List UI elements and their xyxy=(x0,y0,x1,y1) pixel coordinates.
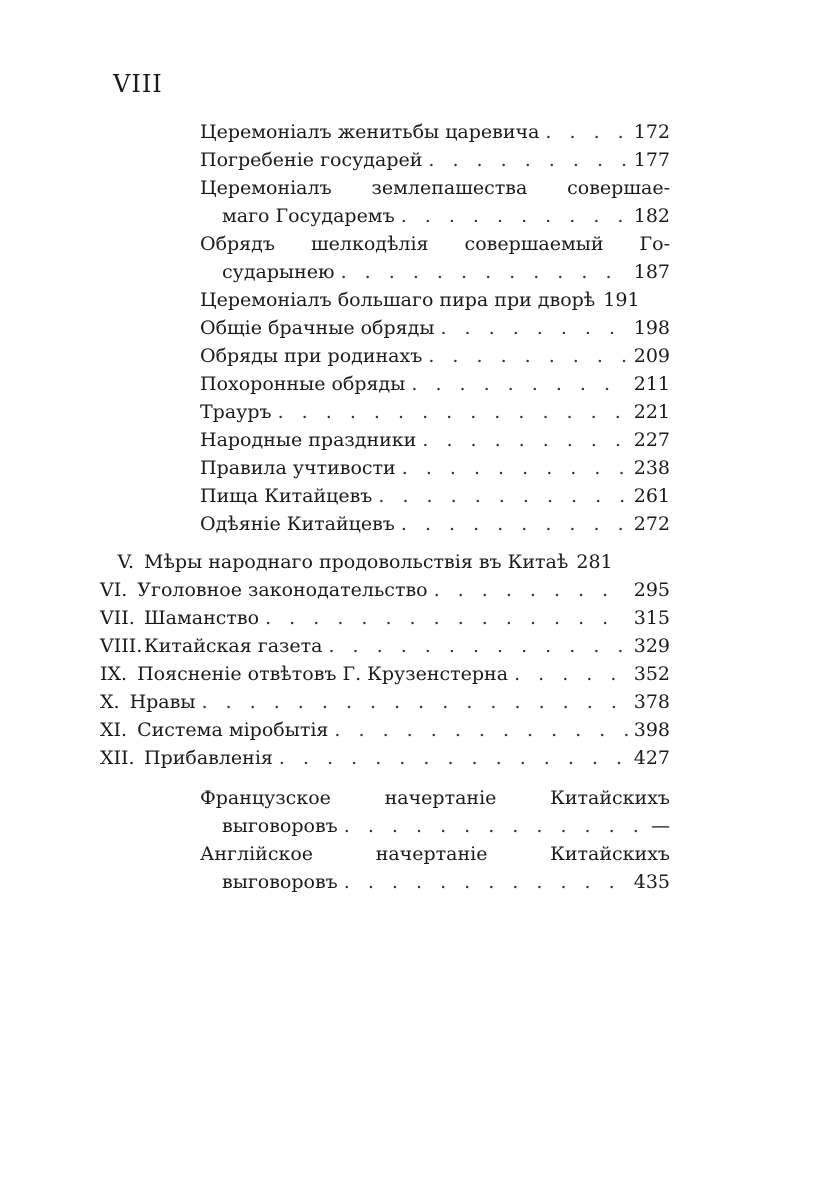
chapter-page: 352 xyxy=(633,663,670,685)
toc-chapter xyxy=(100,632,670,660)
toc-entry xyxy=(200,482,670,510)
leader-dots xyxy=(201,688,627,716)
toc-entry xyxy=(200,426,670,454)
chapter-number: VIII. xyxy=(100,635,143,657)
chapter-page: 315 xyxy=(633,607,670,629)
toc-entry xyxy=(200,286,670,314)
leader-dots xyxy=(402,454,628,482)
appendix-entry-page: — xyxy=(651,815,670,837)
leader-dots xyxy=(411,370,627,398)
leader-dots xyxy=(428,342,627,370)
leader-dots xyxy=(278,398,628,426)
toc-entry xyxy=(200,146,670,174)
toc-entry-title: Пища Китайцевъ xyxy=(200,485,373,507)
toc-entry xyxy=(200,370,670,398)
toc-entry-page: 221 xyxy=(633,401,670,423)
toc-entry-title: Церемоніалъ большаго пира при дворѣ xyxy=(200,289,596,311)
chapter-page: 329 xyxy=(633,635,670,657)
chapter-title: Система міробытія xyxy=(137,719,329,741)
chapter-page: 398 xyxy=(633,719,670,741)
appendix-entry-page: 435 xyxy=(633,871,670,893)
leader-dots xyxy=(344,812,645,840)
leader-dots xyxy=(279,744,628,772)
toc-entry-title: Общіе брачные обряды xyxy=(200,317,435,339)
toc-entry-page: 227 xyxy=(633,429,670,451)
toc-chapter xyxy=(100,660,670,688)
toc-entry-page: 187 xyxy=(633,261,670,283)
toc-entry xyxy=(200,398,670,426)
toc-entry-page: 261 xyxy=(633,485,670,507)
toc-chapter xyxy=(100,576,670,604)
leader-dots xyxy=(341,258,628,286)
leader-dots xyxy=(434,576,628,604)
chapter-title: Китайская газета xyxy=(144,635,323,657)
chapter-number: XII. xyxy=(100,747,135,769)
toc-entry-page: 211 xyxy=(633,373,670,395)
toc-chapter xyxy=(100,716,670,744)
chapter-number: IX. xyxy=(100,663,128,685)
toc-entry-title: Народные праздники xyxy=(200,429,417,451)
toc-entry-title: Церемоніалъ женитьбы царевича xyxy=(200,121,540,143)
toc-entry xyxy=(222,258,670,286)
toc-entry-page: 191 xyxy=(603,289,640,311)
chapter-page: 295 xyxy=(633,579,670,601)
appendix-entry-line1: Французское начертаніе Китайскихъ xyxy=(200,787,670,809)
chapter-title: Уголовное законодательство xyxy=(137,579,428,601)
toc-entry-line1: Обрядъ шелкодѣлія совершаемый Го- xyxy=(200,233,670,255)
chapter-page: 281 xyxy=(576,551,613,573)
toc-entry-page: 209 xyxy=(633,345,670,367)
chapter-title: Поясненіе отвѣтовъ Г. Крузенстерна xyxy=(137,663,509,685)
appendix-entry-title: выговоровъ xyxy=(222,871,338,893)
chapter-page: 427 xyxy=(633,747,670,769)
chapter-number: VII. xyxy=(100,607,135,629)
toc-entry-title: Похоронные обряды xyxy=(200,373,406,395)
toc-entry xyxy=(222,202,670,230)
chapter-title: Нравы xyxy=(129,691,196,713)
leader-dots xyxy=(401,510,628,538)
toc-chapter xyxy=(100,548,670,576)
toc-entry xyxy=(200,510,670,538)
leader-dots xyxy=(545,118,627,146)
chapter-number: V. xyxy=(117,551,134,573)
leader-dots xyxy=(344,868,628,896)
appendix-entry-line1: Англійское начертаніе Китайскихъ xyxy=(200,843,670,865)
toc-entry-page: 182 xyxy=(633,205,670,227)
leader-dots xyxy=(265,604,628,632)
toc-entry-title: Правила учтивости xyxy=(200,457,396,479)
leader-dots xyxy=(440,314,627,342)
leader-dots xyxy=(401,202,628,230)
leader-dots xyxy=(514,660,628,688)
toc-entry-line1: Церемоніалъ землепашества совершае- xyxy=(200,177,670,199)
toc-entry-page: 272 xyxy=(633,513,670,535)
toc-chapter xyxy=(100,688,670,716)
page-number: VIII xyxy=(113,70,163,98)
toc-entry-page: 238 xyxy=(633,457,670,479)
leader-dots xyxy=(422,426,627,454)
toc-entry-title: маго Государемъ xyxy=(222,205,395,227)
chapter-title: Мѣры народнаго продовольствія въ Китаѣ xyxy=(144,551,569,573)
chapter-page: 378 xyxy=(633,691,670,713)
toc-entry-page: 198 xyxy=(633,317,670,339)
toc-entry-title: Обряды при родинахъ xyxy=(200,345,423,367)
toc-entry-page: 177 xyxy=(633,149,670,171)
appendix-entry-title: выговоровъ xyxy=(222,815,338,837)
chapter-number: VI. xyxy=(100,579,128,601)
toc-entry-title: Одѣяніе Китайцевъ xyxy=(200,513,395,535)
toc-entry xyxy=(200,454,670,482)
appendix-entry xyxy=(222,812,670,840)
appendix-entry xyxy=(222,868,670,896)
toc-chapter xyxy=(100,744,670,772)
toc-chapter xyxy=(100,604,670,632)
leader-dots xyxy=(334,716,627,744)
toc-entry-title: сударынею xyxy=(222,261,335,283)
toc-entry xyxy=(200,314,670,342)
chapter-number: X. xyxy=(100,691,120,713)
chapter-title: Шаманство xyxy=(144,607,260,629)
toc-entry xyxy=(200,118,670,146)
toc-entry-title: Погребеніе государей xyxy=(200,149,423,171)
toc-entry-page: 172 xyxy=(633,121,670,143)
leader-dots xyxy=(428,146,627,174)
chapter-title: Прибавленія xyxy=(144,747,273,769)
toc-entry-title: Трауръ xyxy=(200,401,272,423)
leader-dots xyxy=(328,632,627,660)
leader-dots xyxy=(378,482,627,510)
toc-entry xyxy=(200,342,670,370)
chapter-number: XI. xyxy=(100,719,128,741)
